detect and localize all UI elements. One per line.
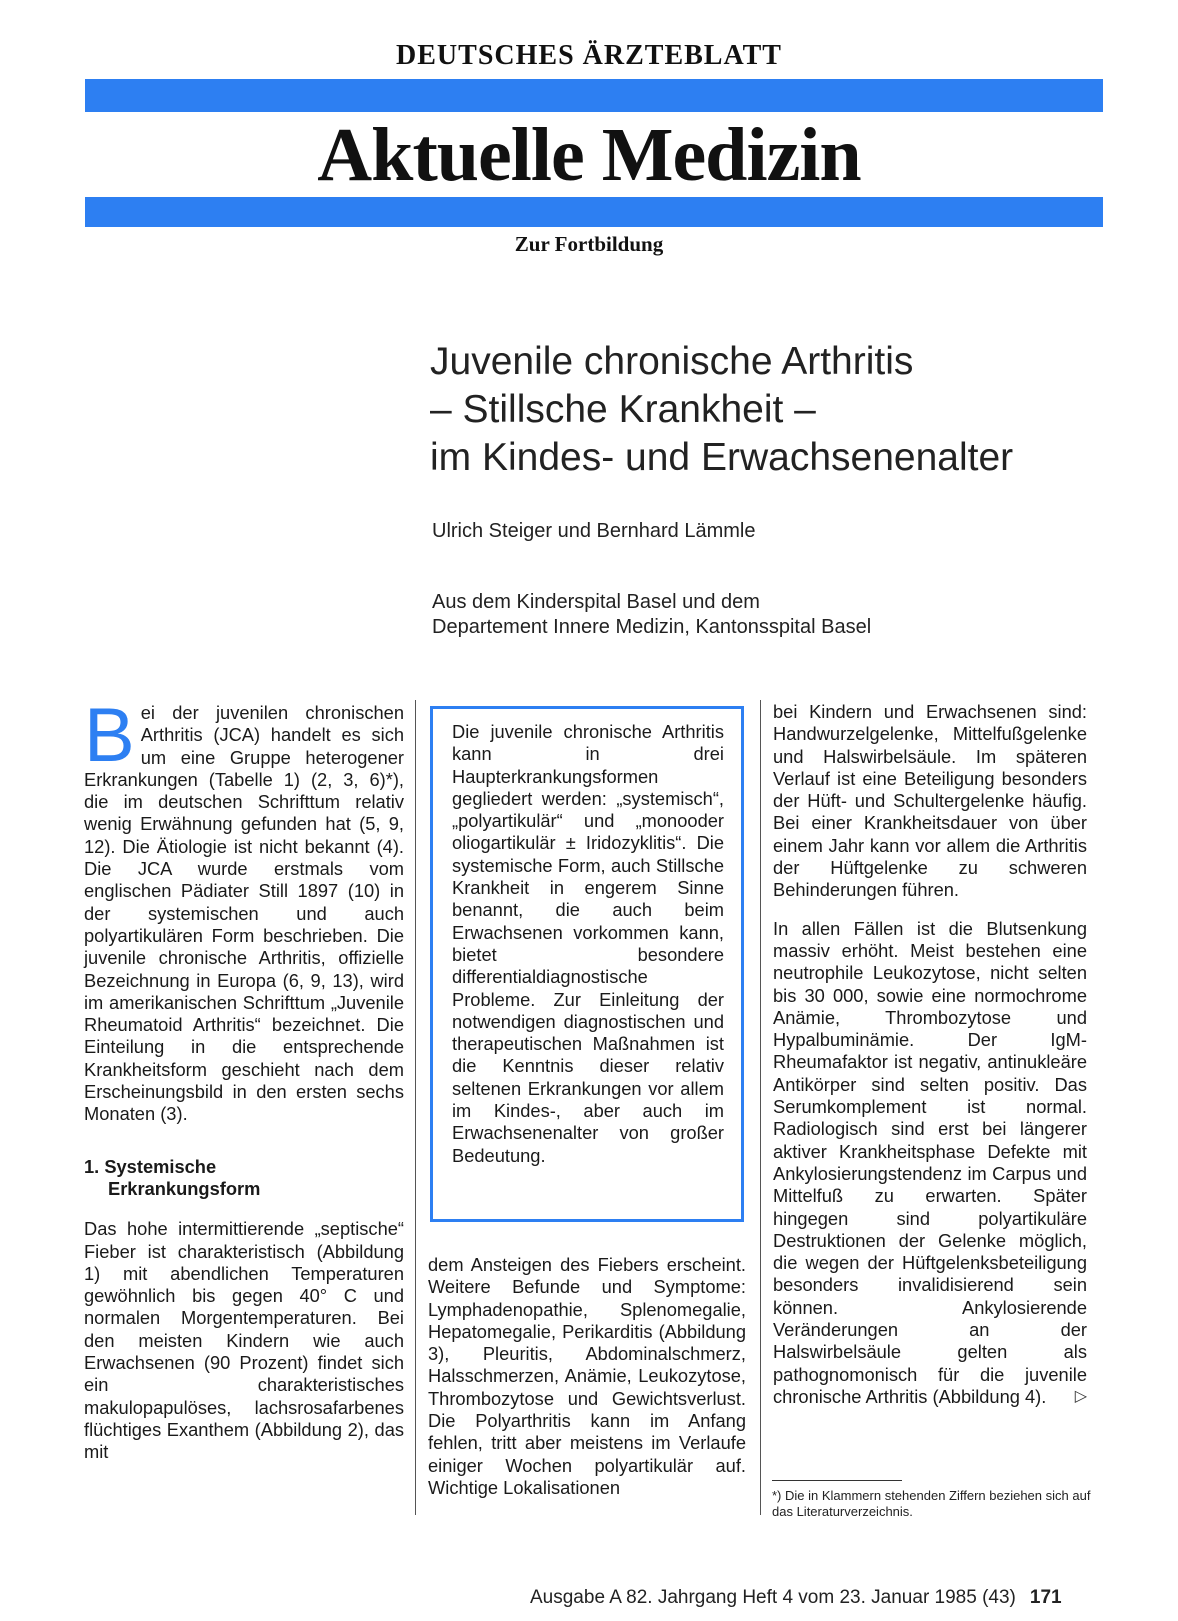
- drop-cap: B: [84, 693, 135, 778]
- text-column-2: [428, 1254, 746, 1499]
- issue-info: Ausgabe A 82. Jahrgang Heft 4 vom 23. Januar 1985 (43): [530, 1587, 1016, 1608]
- footnote: *) Die in Klammern stehenden Ziffern beziehen sich auf das Literaturverzeichnis.: [772, 1488, 1091, 1519]
- subsection-label: Zur Fortbildung: [514, 232, 664, 256]
- affiliation-line: Aus dem Kinderspital Basel und dem: [432, 591, 760, 613]
- footnote-rule: [772, 1480, 902, 1481]
- intro-paragraph: [84, 693, 404, 1126]
- body-paragraph: [773, 918, 1087, 1409]
- journal-masthead: DEUTSCHES ÄRZTEBLATT: [396, 40, 782, 71]
- masthead-band-top: [85, 79, 1103, 112]
- text-column-3: [773, 701, 1087, 1408]
- page-number: 171: [1029, 1587, 1062, 1608]
- column-divider: [415, 700, 416, 1515]
- body-paragraph: bei Kindern und Erwachsenen sind: Handwurzelgelenke, Mittelfußgelenke und Halswirbelsäule. Im späteren Verlauf ist eine Beteiligung besonders der Hüft- und Schultergelenke häufig. Bei einer Krankheitsdauer von über einem Jahr kann vor allem die Arthritis der Hüftgelenke zu schweren Behinderungen führen.: [773, 701, 1087, 901]
- article-affiliation: [432, 590, 871, 640]
- article-title-line: – Stillsche Krankheit –: [430, 388, 816, 431]
- affiliation-line: Departement Innere Medizin, Kantonsspital Basel: [432, 616, 872, 638]
- body-paragraph: dem Ansteigen des Fiebers erscheint. Weitere Befunde und Symptome: Lymphadenopathie, Splenomegalie, Hepatomegalie, Perikarditis (Abbildung 3), Pleuritis, Abdominalschmerz, Halsschmerzen, Anämie, Leukozytose, Thrombozytose und Gewichtsverlust. Die Polyarthritis kann im Anfang fehlen, tritt aber meistens im Verlaufe einiger Wochen polyartikulär auf. Wichtige Lokalisationen: [428, 1254, 746, 1498]
- article-title-line: im Kindes- und Erwachsenenalter: [430, 436, 1014, 479]
- section-heading-line: 1. Systemische: [84, 1155, 217, 1177]
- section-heading-line: Erkrankungsform: [108, 1177, 261, 1199]
- article-title: [430, 338, 1150, 482]
- body-paragraph: Das hohe intermittierende „septische“ Fieber ist charakteristisch (Abbildung 1) mit abendlichen Temperaturen gewöhnlich bis gegen 40° C und normalen Morgentemperaturen. Bei den meisten Kindern wie auch Erwachsenen (90 Prozent) findet sich ein charakteristisches makulopapulöses, lachsrosafarbenes flüchtiges Exanthem (Abbildung 2), das mit: [84, 1218, 404, 1463]
- continue-arrow-icon: ▷: [1074, 1387, 1087, 1405]
- intro-text: ei der juvenilen chronischen Arthritis (JCA) handelt es sich um eine Gruppe heterogener Erkrankungen (Tabelle 1) (2, 3, 6)*), die im deutschen Schrifttum relativ wenig Erwähnung gefunden hat (5, 9, 12). Die Ätiologie ist nicht bekannt (4). Die JCA wurde erstmals vom englischen Pädiater Still 1897 (10) in der systemischen und auch polyartikulären Form beschrieben. Die juvenile chronische Arthritis, offizielle Bezeichnung in Europa (6, 9, 13), wird im amerikanischen Schrifttum „Juvenile Rheumatoid Arthritis“ bezeichnet. Die Einteilung in die entsprechende Krankheitsform geschieht nach dem Erscheinungsbild in den ersten sechs Monaten (3).: [84, 702, 404, 1125]
- text-column-1: [84, 693, 404, 1464]
- column-divider: [760, 700, 761, 1515]
- section-title: Aktuelle Medizin: [317, 113, 861, 197]
- masthead-band-bottom: [85, 197, 1103, 227]
- article-title-line: Juvenile chronische Arthritis: [430, 340, 914, 383]
- section-heading: [84, 1156, 404, 1201]
- page-footer: [530, 1587, 1062, 1609]
- body-text: In allen Fällen ist die Blutsenkung massiv erhöht. Meist bestehen eine neutrophile Leukozytose, nicht selten bis 30 000, sowie eine normochrome Anämie, Thrombozytose und Hypalbuminämie. Der IgM-Rheumafaktor ist negativ, antinukleäre Antikörper sind selten positiv. Das Serumkomplement ist normal. Radiologisch sind erst bei längerer aktiver Krankheitsphase Defekte mit Ankylosierungstendenz im Carpus und Mittelfuß zu erwarten. Später hingegen sind polyartikuläre Destruktionen der Gelenke möglich, die wegen der Hüftgelenksbeteiligung besonders invalidisierend sein können. Ankylosierende Veränderungen an der Halswirbelsäule gelten als pathognomonisch für die juvenile chronische Arthritis (Abbildung 4).: [773, 917, 1087, 1407]
- summary-box-text: Die juvenile chronische Arthritis kann in drei Haupterkrankungsformen gegliedert werden: „systemisch“, „polyartikulär“ und „monooder oliogartikulär ± Iridozyklitis“. Die systemische Form, auch Stillsche Krankheit in engerem Sinne benannt, die auch beim Erwachsenen vorkommen kann, bietet besondere differentialdiagnostische Probleme. Zur Einleitung der notwendigen diagnostischen und therapeutischen Maßnahmen ist die Kenntnis dieser relativ seltenen Erkrankungen vor allem im Kindes-, aber auch im Erwachsenenalter von großer Bedeutung.: [452, 721, 724, 1166]
- article-authors: Ulrich Steiger und Bernhard Lämmle: [432, 520, 756, 542]
